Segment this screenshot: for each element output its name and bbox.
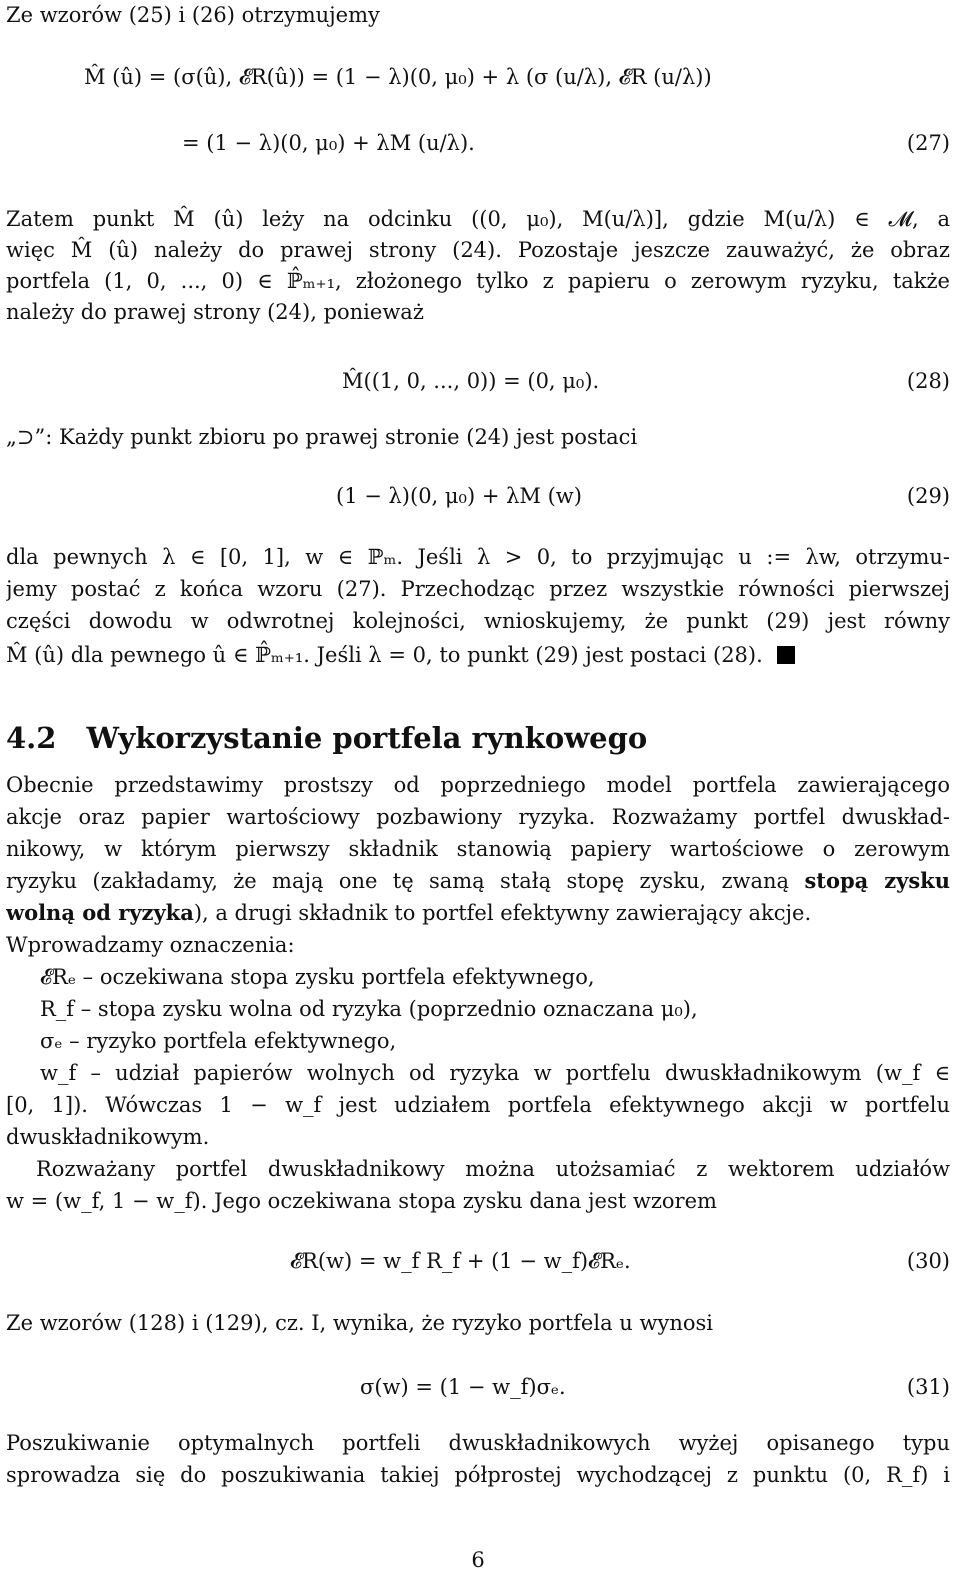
- definition-item: σₑ – ryzyko portfela efektywnego,: [40, 1029, 397, 1053]
- text-line: dla pewnych λ ∈ [0, 1], w ∈ ℙₘ. Jeśli λ > 0, to przyjmując u := λw, otrzymu-: [6, 545, 950, 569]
- equation-number: (30): [906, 1249, 950, 1273]
- text-line: sprowadza się do poszukiwania takiej półprostej wychodzącej z punktu (0, R_f) i: [6, 1463, 950, 1487]
- definition-item: w_f – udział papierów wolnych od ryzyka w portfelu dwuskładnikowym (w_f ∈: [40, 1061, 950, 1085]
- definition-item: 𝓔Rₑ – oczekiwana stopa zysku portfela efektywnego,: [40, 965, 595, 989]
- text-line: M̂ (û) dla pewnego û ∈ ℙ̂ₘ₊₁. Jeśli λ = 0, to punkt (29) jest postaci (28).: [6, 643, 763, 667]
- text-run: ), a drugi składnik to portfel efektywny zawierający akcje.: [193, 901, 812, 925]
- equation-28: M̂((1, 0, ..., 0)) = (0, μ₀).: [342, 369, 600, 393]
- text-line: należy do prawej strony (24), ponieważ: [6, 300, 424, 324]
- equation-number: (29): [906, 484, 950, 508]
- section-title: Wykorzystanie portfela rynkowego: [86, 721, 648, 755]
- text-line: Zatem punkt M̂ (û) leży na odcinku ((0, μ₀), M(u/λ)], gdzie M(u/λ) ∈ 𝓜, a: [6, 207, 950, 231]
- equation-30: 𝓔R(w) = w_f R_f + (1 − w_f)𝓔Rₑ.: [290, 1249, 631, 1273]
- text-line: Rozważany portfel dwuskładnikowy można utożsamiać z wektorem udziałów: [36, 1157, 950, 1181]
- text-line: jemy postać z końca wzoru (27). Przechodząc przez wszystkie równości pierwszej: [6, 577, 950, 601]
- equation-31: σ(w) = (1 − w_f)σₑ.: [360, 1375, 566, 1399]
- text-line: [6, 866, 950, 896]
- equation-29: (1 − λ)(0, μ₀) + λM (w): [336, 484, 582, 508]
- text-line: w = (w_f, 1 − w_f). Jego oczekiwana stopa zysku dana jest wzorem: [6, 1189, 717, 1213]
- text-line: akcje oraz papier wartościowy pozbawiony ryzyka. Rozważamy portfel dwuskład-: [6, 805, 950, 829]
- text-line: portfela (1, 0, ..., 0) ∈ ℙ̂ₘ₊₁, złożonego tylko z papieru o zerowym ryzyku, także: [6, 269, 950, 293]
- equation-27-line-1: M̂ (û) = (σ(û), 𝓔R(û)) = (1 − λ)(0, μ₀) + λ (σ (u/λ), 𝓔R (u/λ)): [84, 65, 712, 89]
- qed-square-icon: [777, 646, 795, 664]
- equation-number: (28): [906, 369, 950, 393]
- text-line: „⊃”: Każdy punkt zbioru po prawej stronie (24) jest postaci: [6, 425, 638, 449]
- section-number: 4.2: [6, 721, 57, 755]
- bold-term: stopą zysku: [804, 868, 950, 893]
- text-line: nikowy, w którym pierwszy składnik stanowią papiery wartościowe o zerowym: [6, 837, 950, 861]
- text-line: dwuskładnikowym.: [6, 1125, 210, 1149]
- text-line: Ze wzorów (128) i (129), cz. I, wynika, że ryzyko portfela u wynosi: [6, 1311, 713, 1335]
- equation-number: (31): [906, 1375, 950, 1399]
- bold-term: wolną od ryzyka: [6, 900, 194, 925]
- equation-27-line-2: = (1 − λ)(0, μ₀) + λM (u/λ).: [182, 131, 475, 155]
- text-line: [6, 898, 950, 928]
- document-page: [6, 0, 950, 1591]
- text-run: ryzyku (zakładamy, że mają one tę samą stałą stopę zysku, zwaną: [6, 869, 790, 893]
- text-line: Ze wzorów (25) i (26) otrzymujemy: [6, 3, 380, 27]
- text-line: Poszukiwanie optymalnych portfeli dwuskładnikowych wyżej opisanego typu: [6, 1431, 950, 1455]
- text-line: części dowodu w odwrotnej kolejności, wnioskujemy, że punkt (29) jest równy: [6, 609, 950, 633]
- page-number: 6: [471, 1548, 485, 1572]
- text-line: Wprowadzamy oznaczenia:: [6, 933, 295, 957]
- definition-item: R_f – stopa zysku wolna od ryzyka (poprzednio oznaczana μ₀),: [40, 997, 698, 1021]
- section-heading: [6, 718, 647, 758]
- text-line: [0, 1]). Wówczas 1 − w_f jest udziałem portfela efektywnego akcji w portfelu: [6, 1093, 950, 1117]
- text-line: Obecnie przedstawimy prostszy od poprzedniego model portfela zawierającego: [6, 773, 950, 797]
- equation-number: (27): [906, 131, 950, 155]
- text-line: więc M̂ (û) należy do prawej strony (24). Pozostaje jeszcze zauważyć, że obraz: [6, 238, 950, 262]
